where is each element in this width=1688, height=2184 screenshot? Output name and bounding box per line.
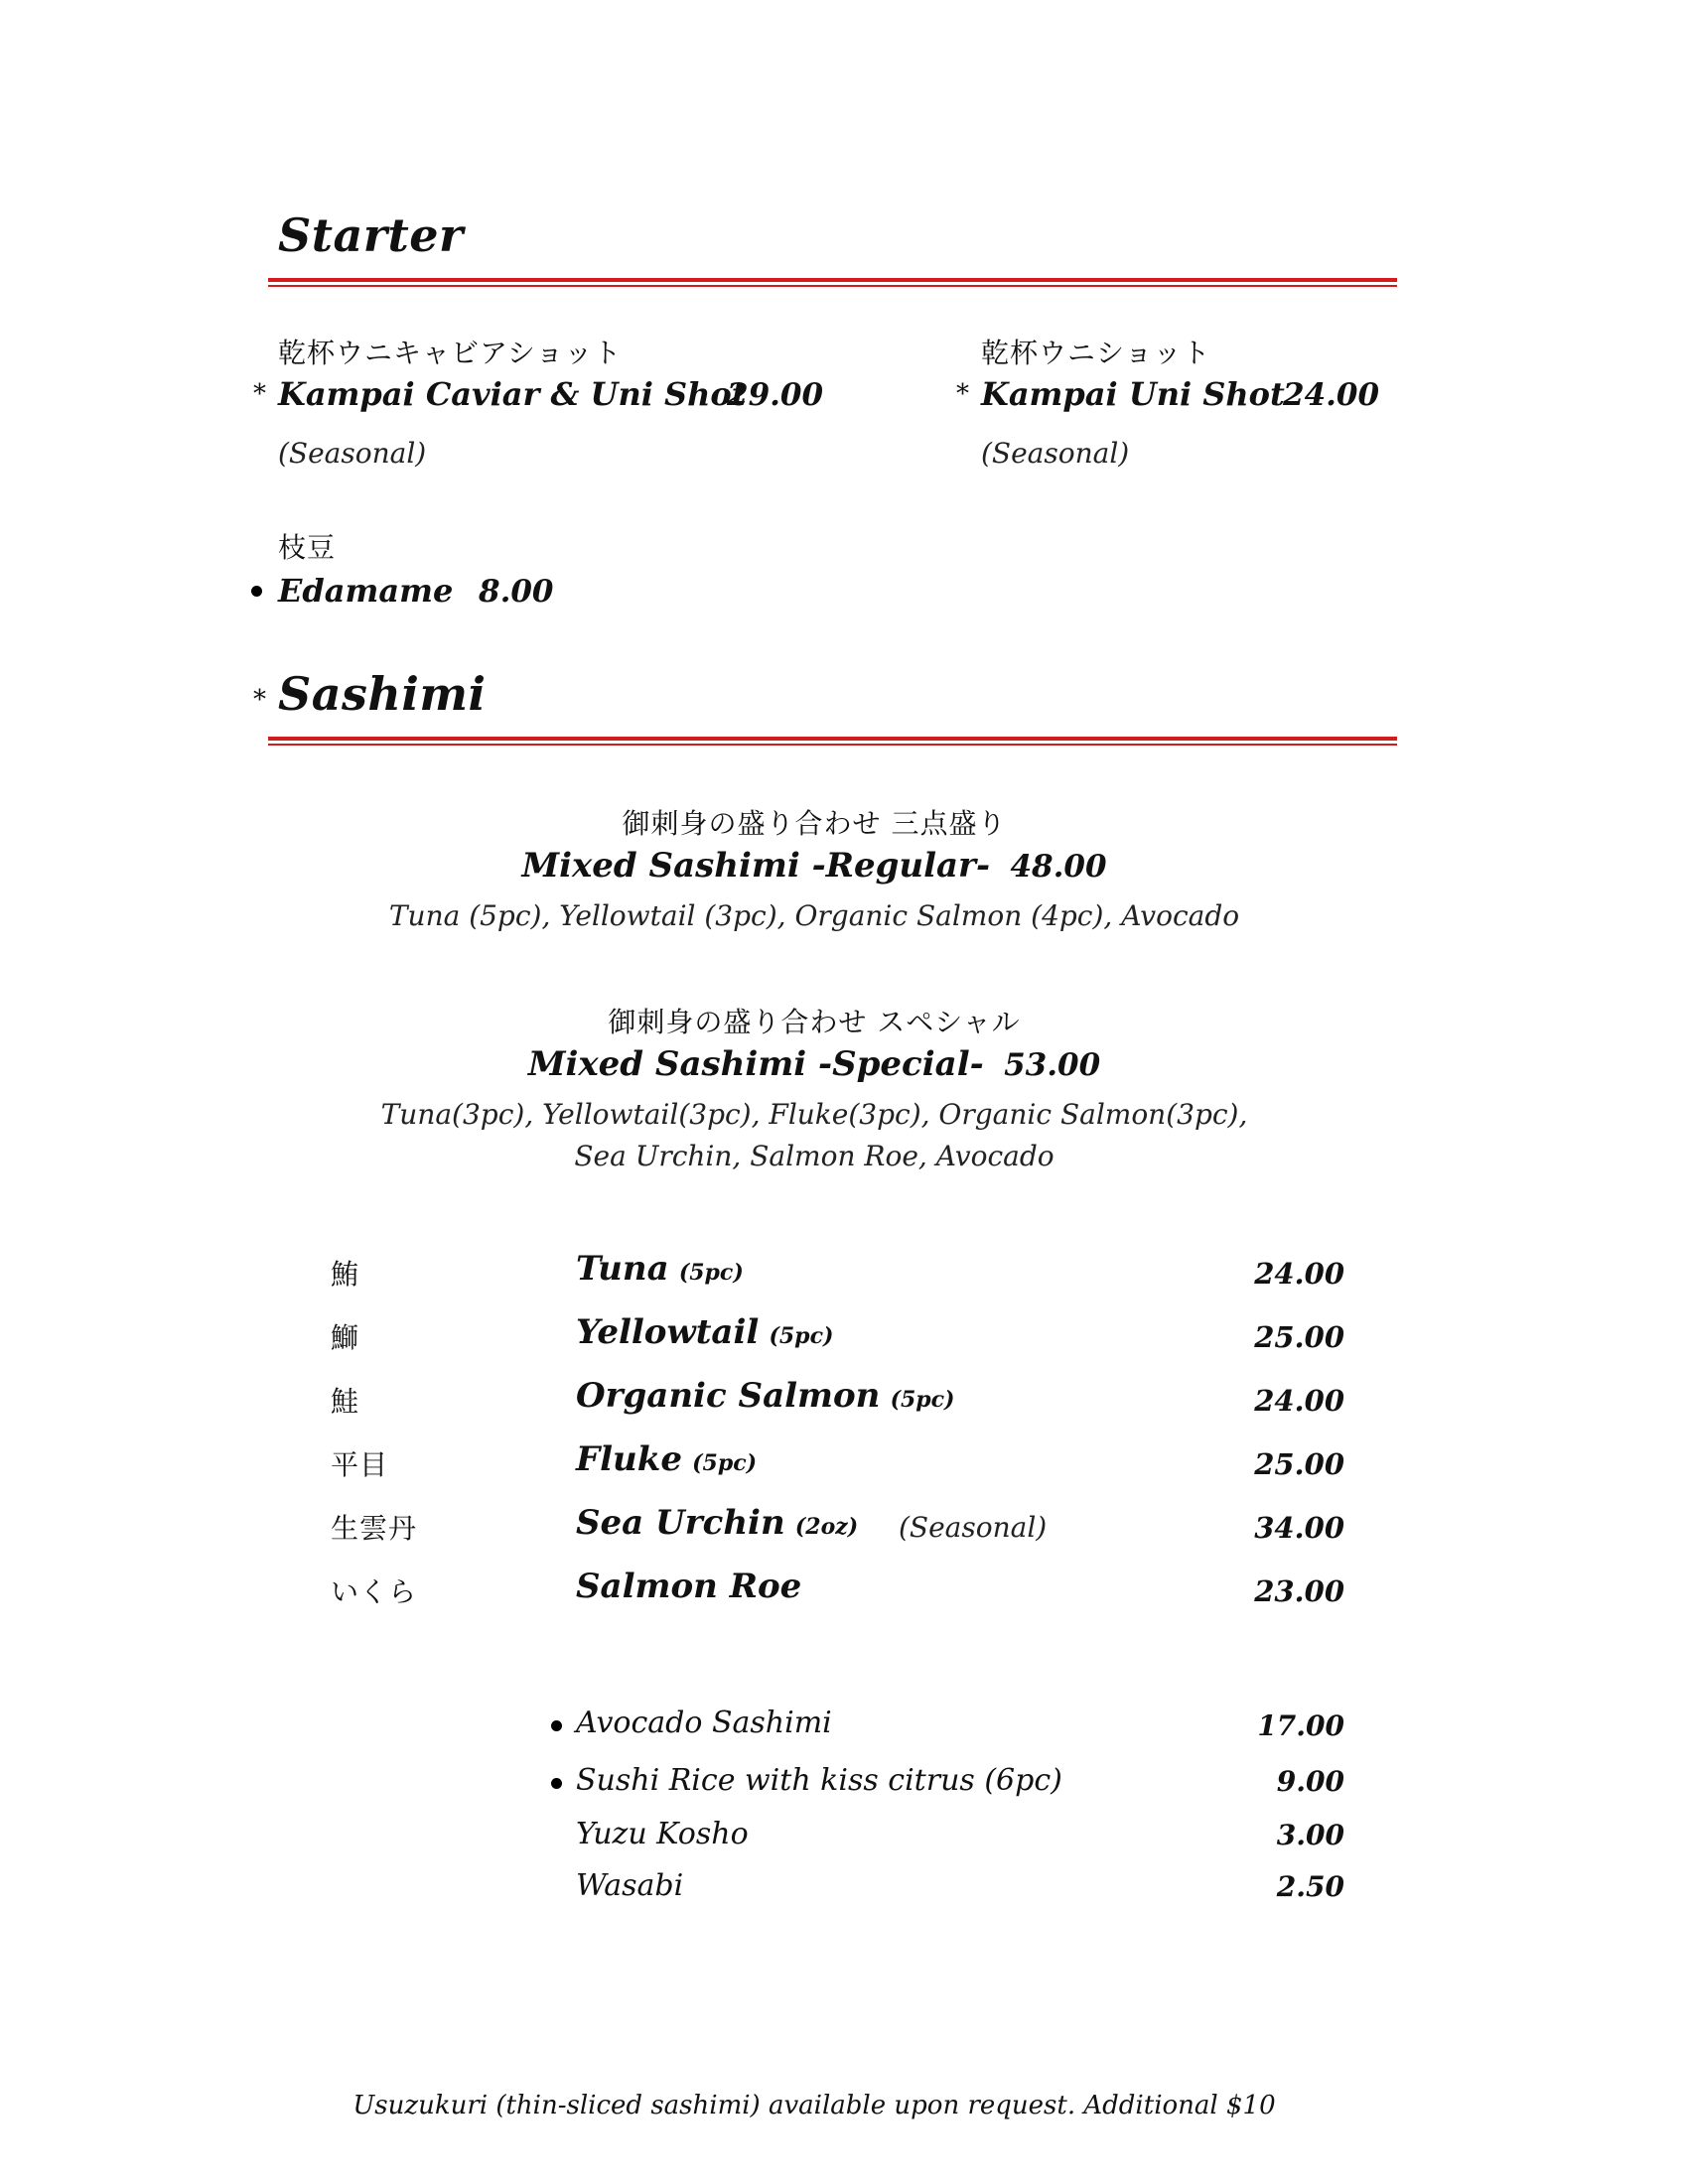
sashimi-set-jp: 御刺身の盛り合わせ スペシャル bbox=[608, 1006, 1021, 1038]
sashimi-heading: Sashimi bbox=[278, 667, 487, 721]
sashimi-set-desc: Tuna (5pc), Yellowtail (3pc), Organic Salmon (4pc), Avocado bbox=[388, 899, 1240, 932]
sashimi-item-name: Organic Salmon bbox=[576, 1376, 881, 1416]
sashimi-item-name: Fluke bbox=[576, 1439, 682, 1479]
sashimi-item-name: Tuna bbox=[576, 1249, 669, 1289]
sashimi-item-jp: 平目 bbox=[331, 1448, 389, 1481]
sashimi-item-name: Yellowtail bbox=[576, 1312, 760, 1352]
bullet-icon bbox=[551, 1720, 562, 1731]
extra-item-name: Sushi Rice with kiss citrus (6pc) bbox=[576, 1763, 1062, 1798]
extra-item-name: Wasabi bbox=[576, 1868, 684, 1903]
extra-item-name: Yuzu Kosho bbox=[576, 1817, 749, 1851]
starter-item-name: Kampai Caviar & Uni Shot bbox=[278, 375, 747, 413]
footer-note: Usuzukuri (thin-sliced sashimi) available upon request. Additional $10 bbox=[352, 2091, 1276, 2120]
starter-item-price: 29.00 bbox=[727, 377, 824, 413]
sashimi-item-jp: 生雲丹 bbox=[331, 1512, 418, 1545]
sashimi-item-qty: (2oz) bbox=[794, 1514, 859, 1540]
sashimi-set-jp: 御刺身の盛り合わせ 三点盛り bbox=[622, 807, 1007, 840]
sashimi-set-price: 53.00 bbox=[1004, 1047, 1101, 1083]
sashimi-item-note: (Seasonal) bbox=[899, 1511, 1048, 1544]
extra-item-price: 17.00 bbox=[1257, 1709, 1344, 1742]
starter-item-price: 8.00 bbox=[479, 574, 554, 610]
starter-rule bbox=[268, 278, 1397, 288]
extra-item-price: 3.00 bbox=[1276, 1819, 1344, 1851]
sashimi-rule bbox=[268, 737, 1397, 747]
sashimi-item-price: 25.00 bbox=[1254, 1320, 1344, 1354]
sashimi-item-qty: (5pc) bbox=[769, 1323, 834, 1349]
sashimi-item-name: Salmon Roe bbox=[576, 1567, 802, 1606]
sashimi-item-price: 24.00 bbox=[1254, 1384, 1344, 1418]
sashimi-item-jp: 鮪 bbox=[331, 1258, 360, 1291]
sashimi-item-jp: いくら bbox=[331, 1575, 418, 1608]
starter-item-note: (Seasonal) bbox=[278, 437, 427, 470]
bullet-icon bbox=[551, 1778, 562, 1789]
sashimi-set-title bbox=[0, 1044, 1628, 1084]
extra-item-price: 2.50 bbox=[1276, 1870, 1344, 1903]
sashimi-item-price: 25.00 bbox=[1254, 1447, 1344, 1481]
starter-heading: Starter bbox=[278, 208, 464, 262]
starter-item-jp: 乾杯ウニショット bbox=[981, 337, 1211, 369]
starter-item-jp: 乾杯ウニキャビアショット bbox=[278, 337, 623, 369]
asterisk-marker: * bbox=[253, 685, 266, 715]
asterisk-marker: * bbox=[253, 379, 266, 409]
sashimi-item-price: 34.00 bbox=[1254, 1511, 1344, 1545]
extra-item-name: Avocado Sashimi bbox=[576, 1706, 832, 1740]
asterisk-marker: * bbox=[956, 379, 969, 409]
sashimi-set-name: Mixed Sashimi -Special- bbox=[527, 1044, 984, 1084]
sashimi-set-title bbox=[0, 846, 1628, 886]
starter-item-name: Edamame bbox=[278, 572, 454, 610]
starter-item-price: 24.00 bbox=[1283, 377, 1380, 413]
sashimi-item-price: 23.00 bbox=[1254, 1574, 1344, 1608]
sashimi-item-qty: (5pc) bbox=[692, 1450, 758, 1476]
extra-item-price: 9.00 bbox=[1276, 1765, 1344, 1798]
sashimi-item-qty: (5pc) bbox=[678, 1260, 744, 1286]
sashimi-item-qty: (5pc) bbox=[890, 1387, 955, 1413]
sashimi-item-jp: 鮭 bbox=[331, 1385, 360, 1418]
starter-item-jp: 枝豆 bbox=[278, 531, 337, 564]
starter-item-note: (Seasonal) bbox=[981, 437, 1130, 470]
sashimi-set-name: Mixed Sashimi -Regular- bbox=[521, 846, 991, 886]
starter-item-name: Kampai Uni Shot bbox=[981, 375, 1285, 413]
bullet-icon bbox=[251, 586, 262, 597]
sashimi-item-name: Sea Urchin bbox=[576, 1503, 785, 1543]
sashimi-item-jp: 鰤 bbox=[331, 1321, 360, 1354]
sashimi-item-price: 24.00 bbox=[1254, 1257, 1344, 1291]
sashimi-set-desc: Tuna(3pc), Yellowtail(3pc), Fluke(3pc), Organic Salmon(3pc), bbox=[380, 1098, 1248, 1131]
sashimi-set-price: 48.00 bbox=[1010, 849, 1107, 885]
sashimi-set-desc: Sea Urchin, Salmon Roe, Avocado bbox=[574, 1140, 1055, 1172]
